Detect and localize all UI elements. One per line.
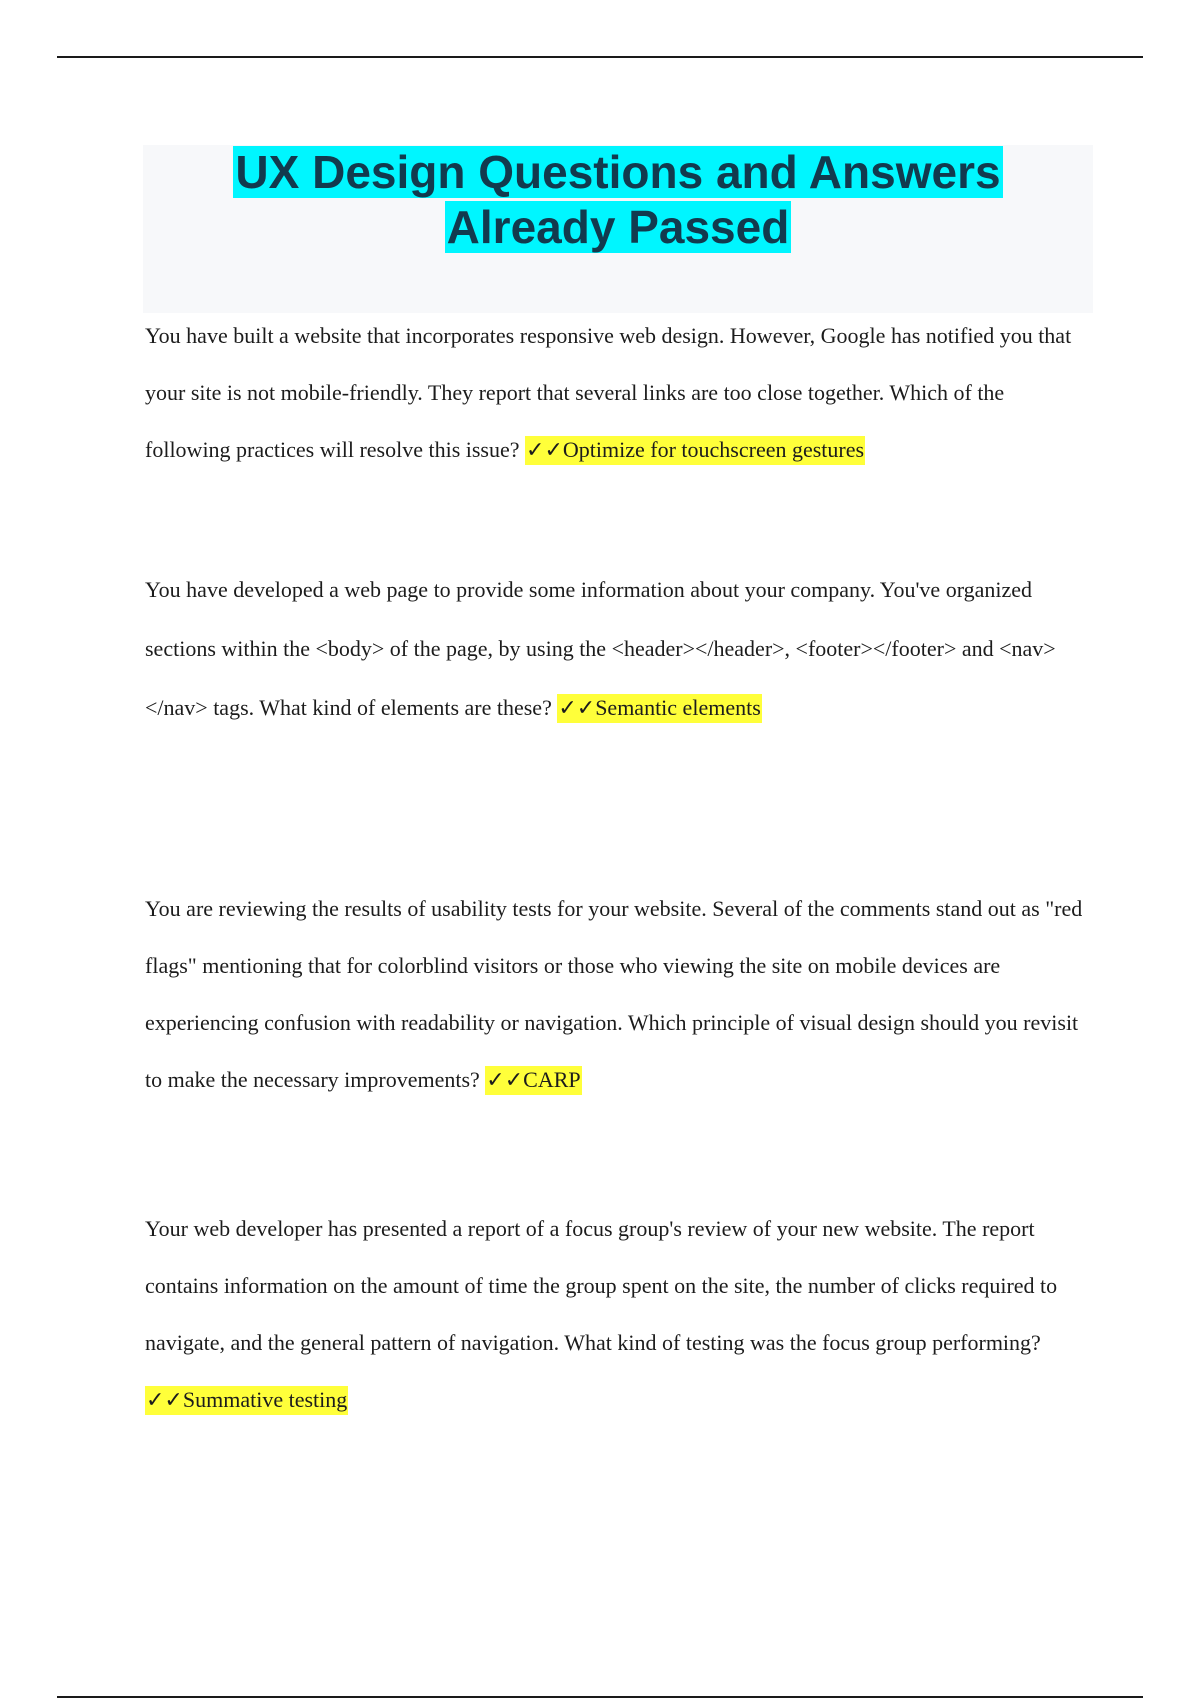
question-text: You have developed a web page to provide some information about your company. You've organized sections within the <body> of the page, by using the <header></header>, <footer></footer> and <nav></nav> tags. What kind of elements are these?: [145, 577, 1056, 720]
title-line-2: Already Passed: [446, 201, 790, 253]
title-line-1: UX Design Questions and Answers: [235, 146, 1001, 198]
footer-rule: [57, 1696, 1143, 1698]
header-rule: [57, 56, 1143, 58]
title-block: [143, 145, 1093, 313]
document-title: [143, 145, 1093, 255]
answer-highlight: ✓✓Optimize for touchscreen gestures: [525, 436, 865, 465]
qa-item-2: [145, 560, 1095, 737]
question-text: Your web developer has presented a report of a focus group's review of your new website. The report contains information on the amount of time the group spent on the site, the number of clicks required to navigate, and the general pattern of navigation. What kind of testing was the focus group performing?: [145, 1216, 1058, 1355]
qa-item-3: [145, 880, 1095, 1108]
answer-highlight: ✓✓Summative testing: [145, 1386, 348, 1415]
question-text: You are reviewing the results of usability tests for your website. Several of the comments stand out as "red flags" mentioning that for colorblind visitors or those who viewing the site on mobile devices are experiencing confusion with readability or navigation. Which principle of visual design should you revisit to make the necessary improvements?: [145, 896, 1083, 1092]
qa-item-1: [145, 307, 1095, 478]
qa-item-4: [145, 1200, 1095, 1428]
answer-highlight: ✓✓CARP: [485, 1066, 581, 1095]
question-text: You have built a website that incorporates responsive web design. However, Google has notified you that your site is not mobile-friendly. They report that several links are too close together. Which of the following practices will resolve this issue?: [145, 323, 1072, 462]
answer-highlight: ✓✓Semantic elements: [557, 694, 761, 723]
